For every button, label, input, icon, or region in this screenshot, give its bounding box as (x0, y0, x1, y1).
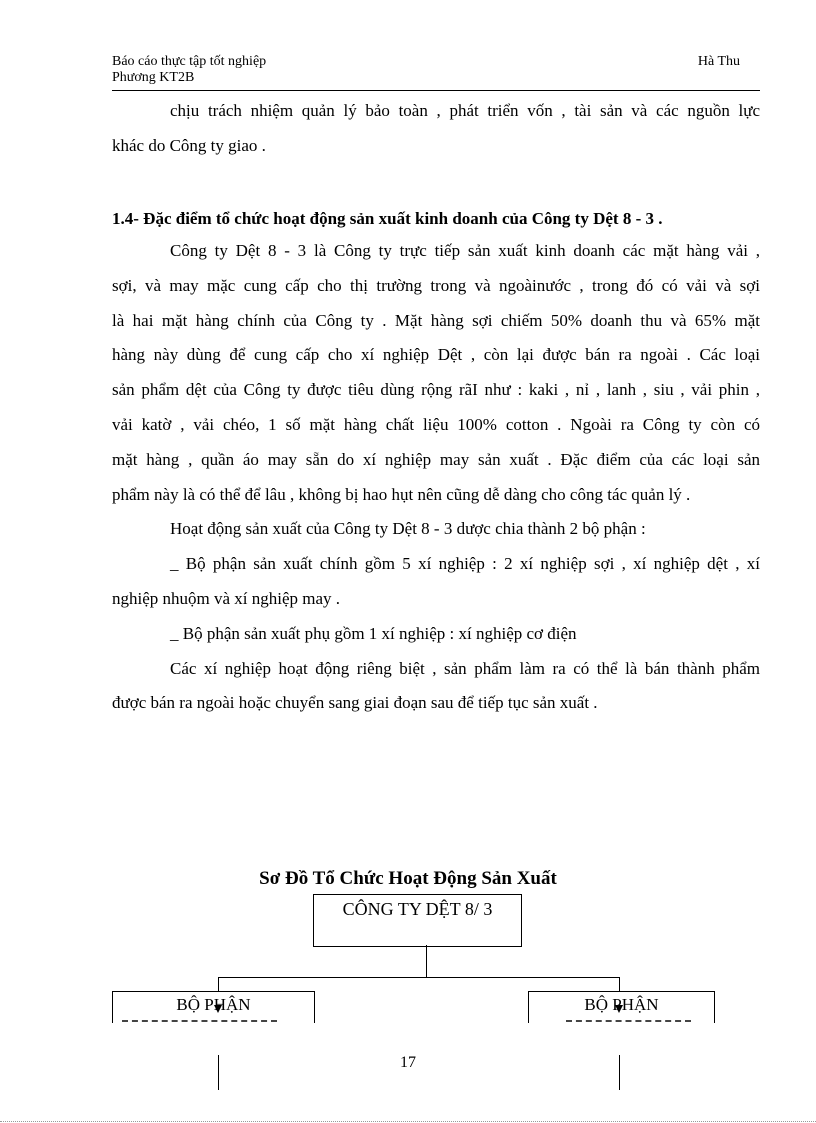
production-aux-label: BỘ PHẬN (584, 995, 659, 1014)
text-line: Các xí nghiệp hoạt động riêng biệt , sản phẩm làm ra có thể là bán thành phẩm (170, 658, 760, 678)
diagram-title: Sơ Đồ Tổ Chức Hoạt Động Sản Xuất (259, 868, 557, 889)
header-author: Hà Thu (697, 54, 740, 69)
header-class: Phương KT2B (112, 70, 195, 85)
arrow-right-icon (615, 1005, 623, 1013)
section-heading: 1.4- Đặc điểm tổ chức hoạt động sản xuất kinh doanh của Công ty Dệt 8 - 3 . (112, 209, 663, 228)
header-report-title: Báo cáo thực tập tốt nghiệp (112, 54, 267, 69)
arrow-left-icon (214, 1005, 222, 1013)
text-line: vải katờ , vải chéo, 1 số mặt hàng chất liệu 100% cotton . Ngoài ra Công ty còn có (112, 414, 760, 434)
page-break (0, 1023, 816, 1031)
page-bottom-border (0, 1121, 816, 1122)
text-line: là hai mặt hàng chính của Công ty . Mặt hàng sợi chiếm 50% doanh thu và 65% mặt (112, 310, 760, 330)
company-box (313, 894, 522, 947)
company-box-label: CÔNG TY DỆT 8/ 3 (342, 899, 493, 919)
text-line: được bán ra ngoài hoặc chuyển sang giai đoạn sau để tiếp tục sản xuất . (112, 693, 598, 713)
header-rule (112, 90, 760, 91)
text-line: chịu trách nhiệm quản lý bảo toàn , phát triển vốn , tài sản và các nguồn lực (170, 101, 760, 120)
production-main-label: BỘ PHẬN (176, 995, 251, 1014)
text-line: hàng này dùng để cung cấp cho xí nghiệp Dệt , còn lại được bán ra ngoài . Các loại (112, 345, 760, 365)
text-line: sản phẩm dệt của Công ty được tiêu dùng rộng rãI như : kaki , nỉ , lanh , siu , vải phin , (112, 380, 760, 400)
text-line: _ Bộ phận sản xuất phụ gồm 1 xí nghiệp : xí nghiệp cơ điện (170, 623, 577, 643)
text-line: mặt hàng , quần áo may sẵn do xí nghiệp may sản xuất . Đặc điểm của các loại sản (112, 449, 760, 469)
text-line: Hoạt động sản xuất của Công ty Dệt 8 - 3 dược chia thành 2 bộ phận : (170, 519, 646, 539)
body-main (112, 234, 760, 721)
page-number: 17 (400, 1054, 416, 1071)
page-header (112, 54, 740, 86)
text-line: Công ty Dệt 8 - 3 là Công ty trực tiếp sản xuất kinh doanh các mặt hàng vải , (170, 241, 760, 260)
text-line: phẩm này là có thể để lâu , không bị hao hụt nên cũng dễ dàng cho công tác quản lý . (112, 484, 691, 504)
connector-horizontal (218, 977, 620, 978)
text-line: _ Bộ phận sản xuất chính gồm 5 xí nghiệp : 2 xí nghiệp sợi , xí nghiệp dệt , xí (170, 554, 760, 574)
text-line: sợi, và may mặc cung cấp cho thị trường trong và ngoàinước , trong đó có vải và sợi (112, 275, 760, 295)
text-line: khác do Công ty giao . (112, 135, 266, 155)
body-top (112, 94, 760, 164)
connector-vertical (426, 945, 427, 978)
text-line: nghiệp nhuộm và xí nghiệp may . (112, 588, 341, 608)
